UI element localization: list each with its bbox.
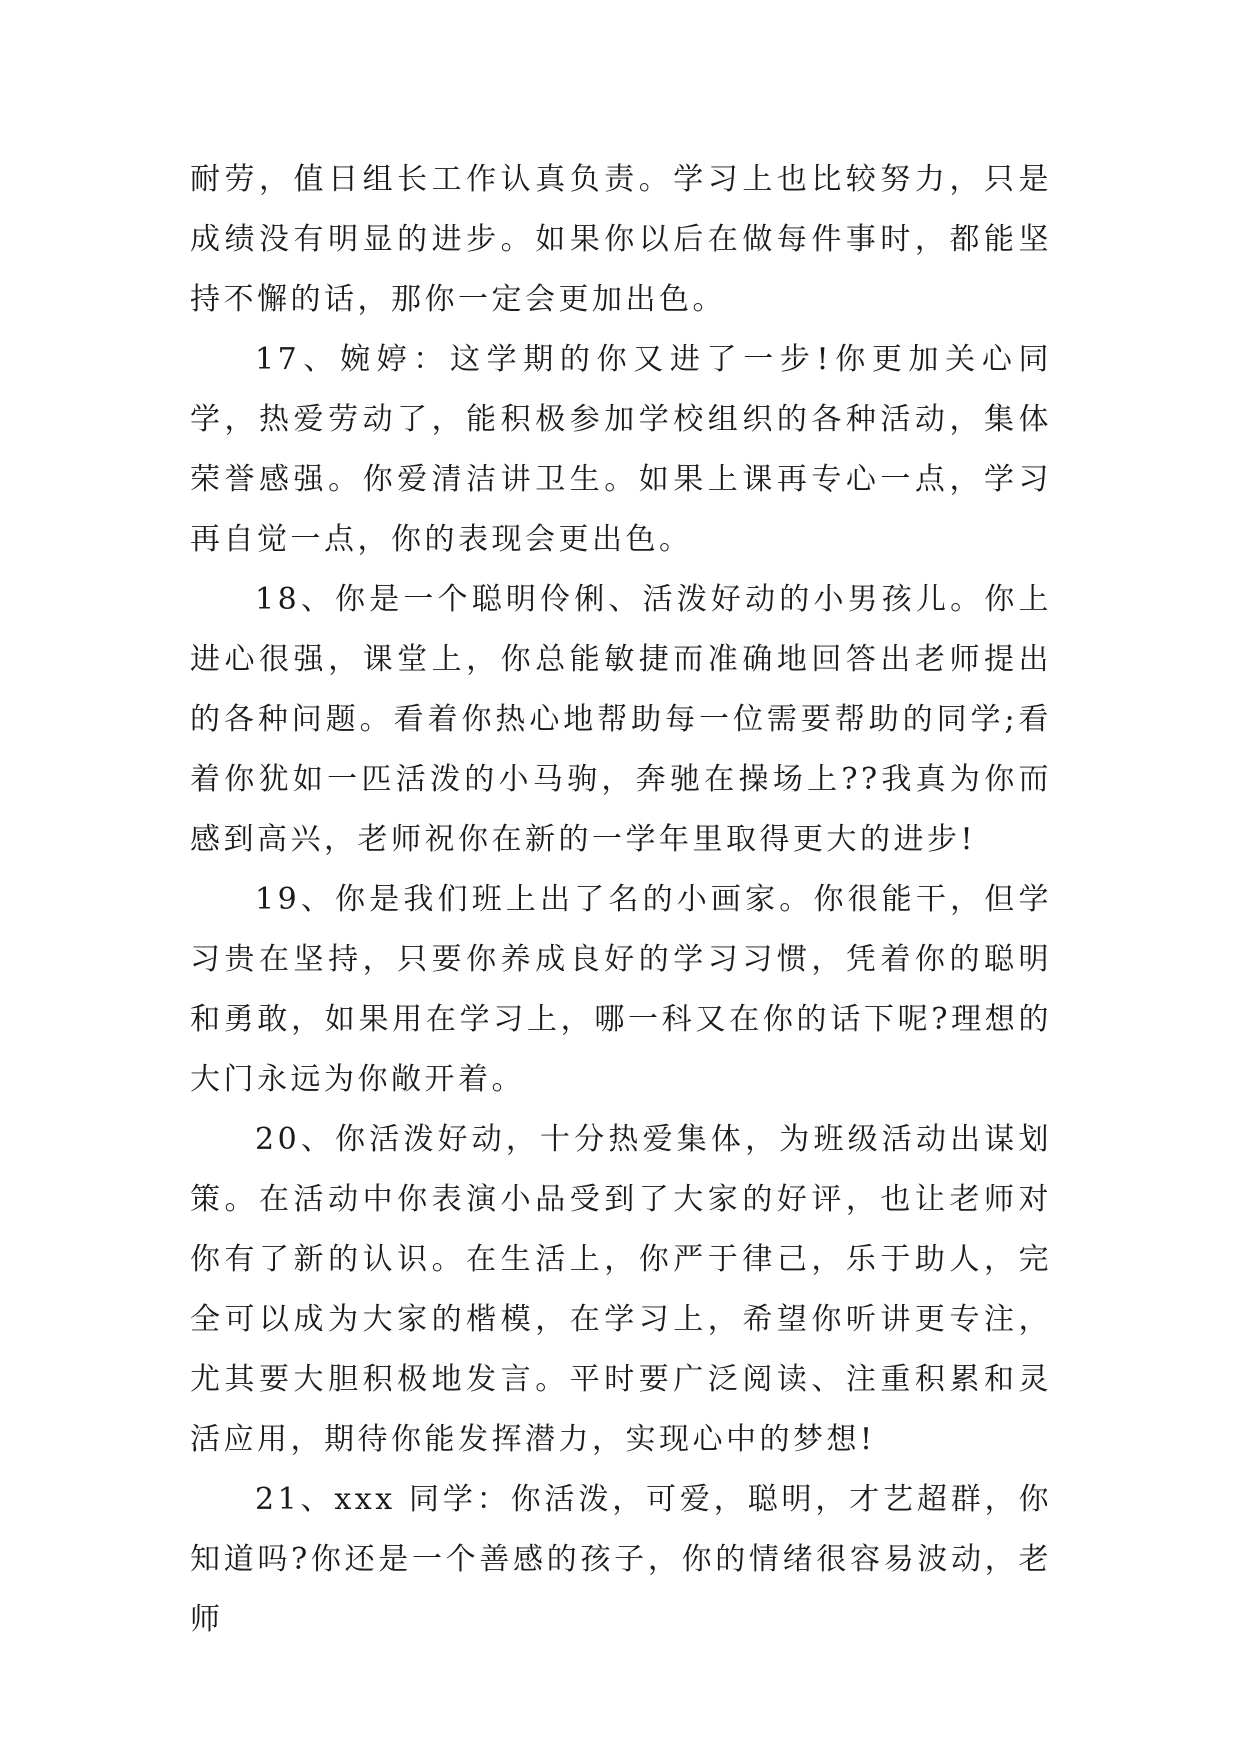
paragraph-continuation: 耐劳，值日组长工作认真负责。学习上也比较努力，只是成绩没有明显的进步。如果你以后在做每件事时，都能坚持不懈的话，那你一定会更加出色。: [190, 162, 1052, 317]
paragraph-comment-20: 20、你活泼好动，十分热爱集体，为班级活动出谋划策。在活动中你表演小品受到了大家的好评，也让老师对你有了新的认识。在生活上，你严于律己，乐于助人，完全可以成为大家的楷模，在学习上，希望你听讲更专注，尤其要大胆积极地发言。平时要广泛阅读、注重积累和灵活应用，期待你能发挥潜力，实现心中的梦想!: [190, 1122, 1052, 1457]
paragraph-comment-19: 19、你是我们班上出了名的小画家。你很能干，但学习贵在坚持，只要你养成良好的学习习惯，凭着你的聪明和勇敢，如果用在学习上，哪一科又在你的话下呢?理想的大门永远为你敞开着。: [190, 882, 1052, 1097]
paragraph-comment-18: 18、你是一个聪明伶俐、活泼好动的小男孩儿。你上进心很强，课堂上，你总能敏捷而准确地回答出老师提出的各种问题。看着你热心地帮助每一位需要帮助的同学;看着你犹如一匹活泼的小马驹，奔驰在操场上??我真为你而感到高兴，老师祝你在新的一学年里取得更大的进步!: [190, 582, 1052, 857]
paragraph-comment-17: 17、婉婷：这学期的你又进了一步!你更加关心同学，热爱劳动了，能积极参加学校组织的各种活动，集体荣誉感强。你爱清洁讲卫生。如果上课再专心一点，学习再自觉一点，你的表现会更出色。: [190, 342, 1052, 557]
paragraph-comment-21: 21、xxx 同学：你活泼，可爱，聪明，才艺超群，你知道吗?你还是一个善感的孩子，你的情绪很容易波动，老师: [190, 1482, 1052, 1637]
document-page: [190, 150, 1052, 1650]
